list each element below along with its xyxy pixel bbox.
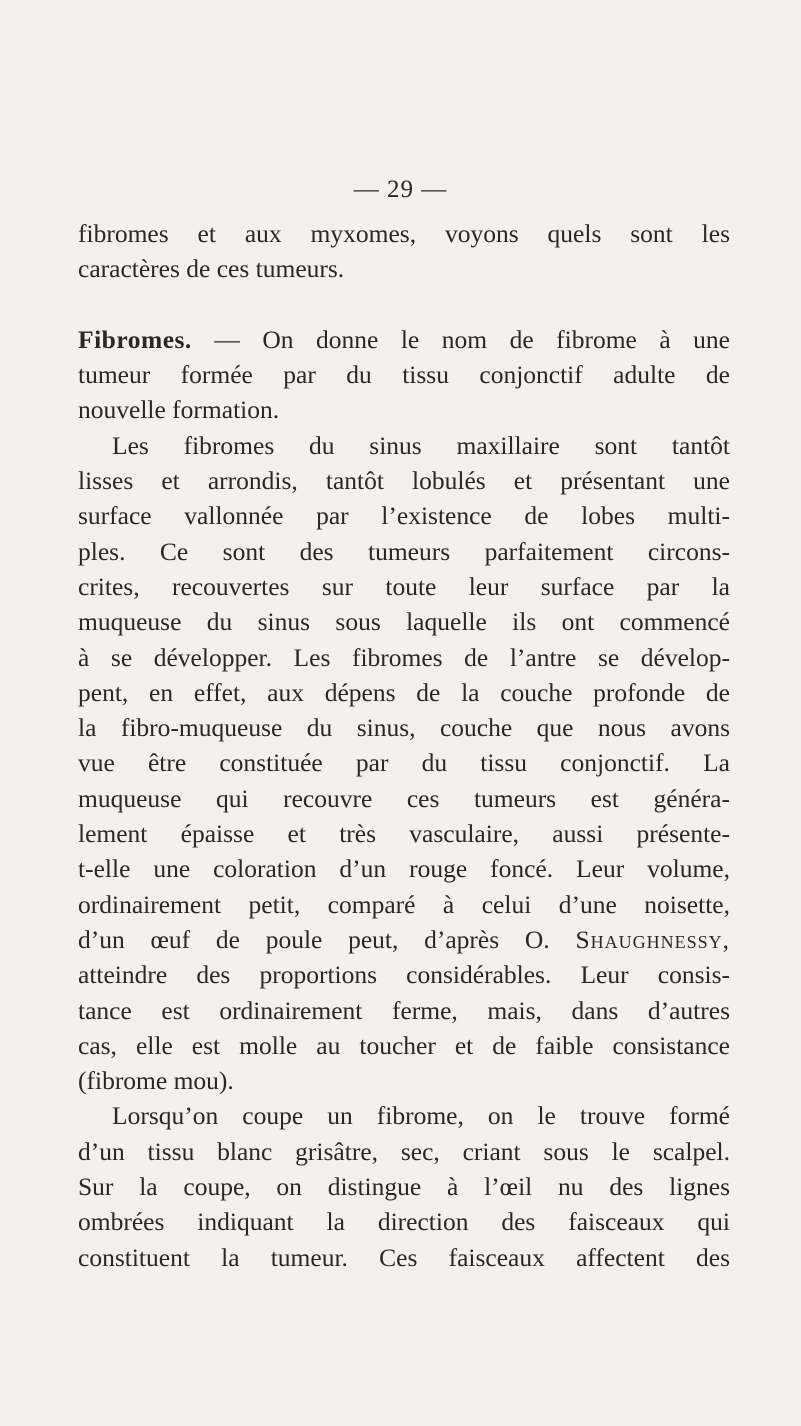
- text-line: cas, elle est molle au toucher et de faible consistance: [78, 1030, 730, 1060]
- text-line: caractères de ces tumeurs.: [78, 254, 345, 284]
- text-line-part: d’un œuf de poule peut, d’après O.: [78, 924, 550, 954]
- text-line: Lorsqu’on coupe un fibrome, on le trouve formé: [112, 1101, 730, 1131]
- text-line: pent, en effet, aux dépens de la couche profonde de: [78, 677, 730, 707]
- text-line: atteindre des proportions considérables. Leur consis-: [78, 960, 730, 990]
- text-line: ombrées indiquant la direction des faisceaux qui: [78, 1207, 730, 1237]
- text-line: Les fibromes du sinus maxillaire sont tantôt: [112, 430, 730, 460]
- author-name: Shaughnessy,: [575, 924, 731, 954]
- text-line: la fibro-muqueuse du sinus, couche que nous avons: [78, 713, 730, 743]
- text-line: d’un tissu blanc grisâtre, sec, criant sous le scalpel.: [78, 1136, 730, 1166]
- text-line: lisses et arrondis, tantôt lobulés et présentant une: [78, 466, 730, 496]
- text-line: muqueuse qui recouvre ces tumeurs est généra-: [78, 783, 730, 813]
- text-line-rest: — On donne le nom de fibrome à une: [214, 324, 731, 354]
- text-line: fibromes et aux myxomes, voyons quels sont les: [78, 219, 730, 248]
- text-line: tance est ordinairement ferme, mais, dans d’autres: [78, 995, 730, 1025]
- text-line: ples. Ce sont des tumeurs parfaitement circons-: [78, 536, 730, 566]
- text-line: tumeur formée par du tissu conjonctif adulte de: [78, 360, 730, 390]
- text-line: à se développer. Les fibromes de l’antre se dévelop-: [78, 642, 730, 672]
- section-first-line: [78, 322, 730, 357]
- text-line: Sur la coupe, on distingue à l’œil nu des lignes: [78, 1172, 730, 1202]
- text-line: lement épaisse et très vasculaire, aussi présente-: [78, 819, 730, 849]
- text-line: vue être constituée par du tissu conjonctif. La: [78, 748, 730, 778]
- page-number: — 29 —: [353, 176, 448, 203]
- text-line: t-elle une coloration d’un rouge foncé. Leur volume,: [78, 854, 730, 884]
- text-line: surface vallonnée par l’existence de lobes multi-: [78, 501, 730, 531]
- body-text: [78, 216, 730, 1275]
- text-line: constituent la tumeur. Ces faisceaux affectent des: [78, 1242, 730, 1272]
- text-line: crites, recouvertes sur toute leur surface par la: [78, 571, 730, 601]
- text-line: (fibrome mou).: [78, 1066, 234, 1096]
- paragraph-gap: [78, 287, 730, 322]
- text-line: muqueuse du sinus sous laquelle ils ont commencé: [78, 607, 730, 637]
- text-line: nouvelle formation.: [78, 395, 280, 425]
- author-line: [78, 922, 730, 957]
- section-heading: Fibromes.: [78, 324, 192, 354]
- text-line: ordinairement petit, comparé à celui d’une noisette,: [78, 889, 730, 919]
